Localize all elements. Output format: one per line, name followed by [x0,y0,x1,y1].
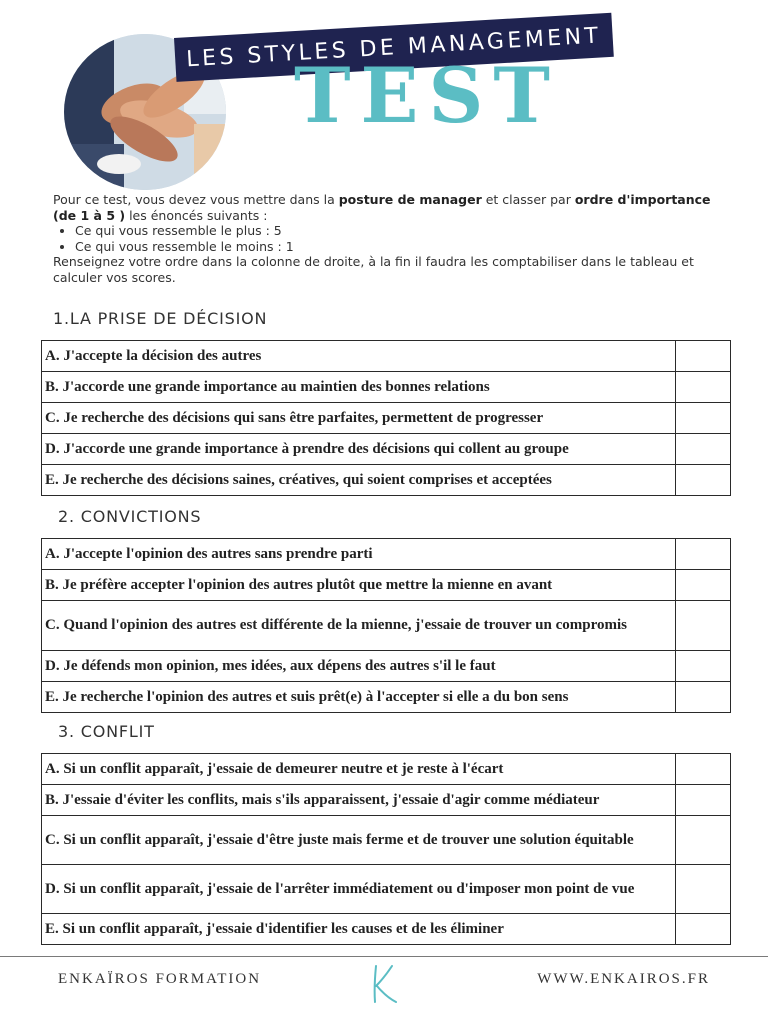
statement-text: C. Je recherche des décisions qui sans être parfaites, permettent de progresser [42,403,676,434]
question-table-convictions [41,538,731,713]
score-cell[interactable] [676,403,731,434]
intro-text-c: et classer par [481,192,575,207]
table-row [42,914,731,945]
table-row [42,754,731,785]
statement-text: E. Je recherche des décisions saines, créatives, qui soient comprises et acceptées [42,465,676,496]
table-row [42,465,731,496]
table-row [42,816,731,865]
table-row [42,601,731,651]
table-row [42,372,731,403]
score-cell[interactable] [676,754,731,785]
score-cell[interactable] [676,816,731,865]
section-title: CONFLIT [80,722,155,741]
table-row [42,785,731,816]
intro-text [53,192,723,285]
page-title: TEST [294,51,560,140]
section-title: CONVICTIONS [80,507,202,526]
table-row [42,539,731,570]
score-cell[interactable] [676,682,731,713]
score-cell[interactable] [676,865,731,914]
intro-text-a: Pour ce test, vous devez vous mettre dans la [53,192,339,207]
k-logo-icon [366,962,400,1006]
statement-text: E. Si un conflit apparaît, j'essaie d'identifier les causes et de les éliminer [42,914,676,945]
banner-text: LES STYLES DE MANAGEMENT [185,22,603,72]
question-table-conflit [41,753,731,945]
intro-bullet: • Ce qui vous ressemble le moins : 1 [75,239,723,255]
footer-divider [0,956,768,957]
score-cell[interactable] [676,914,731,945]
table-row [42,570,731,601]
intro-bold-order: ordre d'importance (de 1 à 5 ) [53,192,711,223]
section-number: 3. [58,722,75,741]
score-cell[interactable] [676,601,731,651]
question-table-decision [41,340,731,496]
statement-text: A. J'accepte l'opinion des autres sans prendre parti [42,539,676,570]
section-heading [58,722,155,741]
table-row [42,341,731,372]
table-row [42,434,731,465]
statement-text: C. Quand l'opinion des autres est différente de la mienne, j'essaie de trouver un compromis [42,601,676,651]
section-heading [53,309,267,328]
score-cell[interactable] [676,785,731,816]
statement-text: B. J'essaie d'éviter les conflits, mais s'ils apparaissent, j'essaie d'agir comme médiateur [42,785,676,816]
score-cell[interactable] [676,434,731,465]
intro-bold-posture: posture de manager [338,192,482,207]
table-row [42,682,731,713]
table-row [42,865,731,914]
statement-text: D. Si un conflit apparaît, j'essaie de l'arrêter immédiatement ou d'imposer mon point de vue [42,865,676,914]
intro-paragraph-2: Renseignez votre ordre dans la colonne de droite, à la fin il faudra les comptabiliser dans le tableau et calculer vos scores. [53,254,694,285]
section-number: 1. [53,309,70,328]
score-cell[interactable] [676,465,731,496]
table-row [42,403,731,434]
statement-text: A. J'accepte la décision des autres [42,341,676,372]
statement-text: B. J'accorde une grande importance au maintien des bonnes relations [42,372,676,403]
table-row [42,651,731,682]
score-cell[interactable] [676,651,731,682]
intro-bullet: • Ce qui vous ressemble le plus : 5 [75,223,723,239]
footer-website[interactable]: WWW.ENKAIROS.FR [537,971,710,987]
statement-text: C. Si un conflit apparaît, j'essaie d'être juste mais ferme et de trouver une solution équitable [42,816,676,865]
intro-bullets [53,223,723,254]
statement-text: D. Je défends mon opinion, mes idées, aux dépens des autres s'il le faut [42,651,676,682]
score-cell[interactable] [676,372,731,403]
score-cell[interactable] [676,539,731,570]
section-title: LA PRISE DE DÉCISION [69,309,268,328]
statement-text: B. Je préfère accepter l'opinion des autres plutôt que mettre la mienne en avant [42,570,676,601]
intro-paragraph-1 [53,192,723,223]
statement-text: E. Je recherche l'opinion des autres et suis prêt(e) à l'accepter si elle a du bon sens [42,682,676,713]
score-cell[interactable] [676,341,731,372]
score-cell[interactable] [676,570,731,601]
footer-company: ENKAÏROS FORMATION [58,971,262,987]
section-number: 2. [58,507,75,526]
section-heading [58,507,201,526]
statement-text: D. J'accorde une grande importance à prendre des décisions qui collent au groupe [42,434,676,465]
statement-text: A. Si un conflit apparaît, j'essaie de demeurer neutre et je reste à l'écart [42,754,676,785]
intro-text-e: les énoncés suivants : [125,207,268,223]
